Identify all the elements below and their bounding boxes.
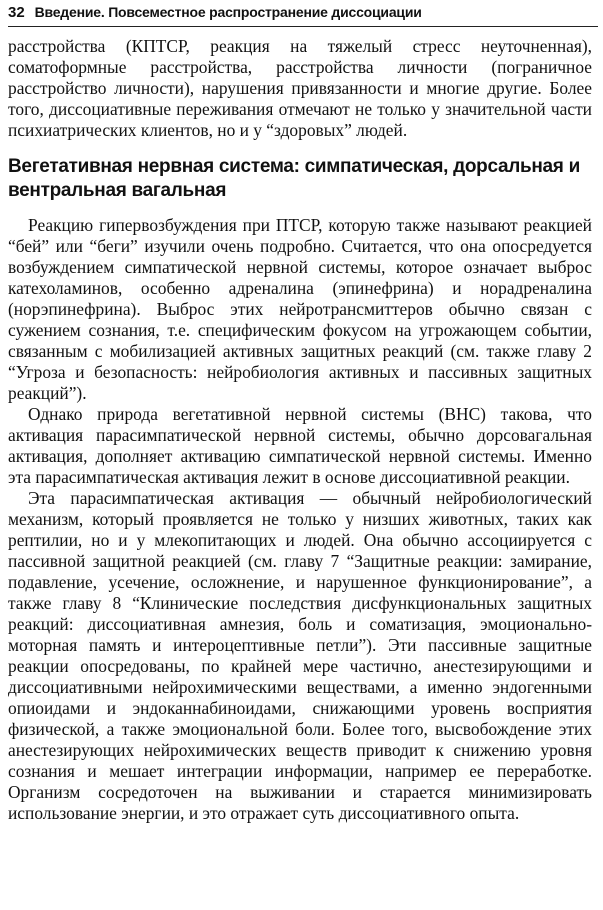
body-text <box>8 36 592 824</box>
paragraph-1: Реакцию гипервозбуждения при ПТСР, которую также называют реакцией “бей” или “беги” изучили очень подробно. Считается, что она опосредуется возбуждением симпатической нервной системы, которое означает выброс катехоламинов, особенно адреналина (эпинефрина) и норадреналина (норэпинефрина). Выброс этих нейротрансмиттеров обычно связан с сужением сознания, т.е. специфическим фокусом на угрожающем событии, связанным с мобилизацией активных защитных реакций (см. также главу 2 “Угроза и безопасность: нейробиология активных и пассивных защитных реакций”). <box>8 215 592 403</box>
paragraph-3: Эта парасимпатическая активация — обычный нейробиологический механизм, который проявляется не только у низших животных, таких как рептилии, но и у млекопитающих и людей. Она обычно ассоциируется с пассивной защитной реакцией (см. главу 7 “Защитные реакции: замирание, подавление, усечение, осложнение, и нарушенное функционирование”, а также главу 8 “Клинические последствия дисфункциональных защитных реакций: диссоциативная амнезия, боль и соматизация, эмоционально-моторная память и интероцептивные петли”). Эти пассивные защитные реакции опосредованы, по крайней мере частично, анестезирующими и диссоциативными нейрохимическими веществами, а именно эндогенными опиоидами и эндоканнабиноидами, снижающими уровень восприятия физической, а также эмоциональной боли. Более того, высвобождение этих анестезирующих нейрохимических веществ приводит к снижению уровня сознания и мешает интеграции информации, например ее переработке. Организм сосредоточен на выживании и старается минимизировать использование энергии, и это отражает суть диссоциативного опыта. <box>8 488 592 823</box>
intro-paragraph: расстройства (КПТСР, реакция на тяжелый стресс неуточненная), соматоформные расстройства, расстройства личности (пограничное расстройство личности), нарушения привязанности и многие другие. Более того, диссоциативные переживания отмечают не только у значительной части психиатрических клиентов, но и у “здоровых” людей. <box>8 36 592 140</box>
paragraph-2: Однако природа вегетативной нервной системы (ВНС) такова, что активация парасимпатической нервной системы, обычно дорсовагальная активация, дополняет активацию симпатической нервной системы. Именно эта парасимпатическая активация лежит в основе диссоциативной реакции. <box>8 404 592 487</box>
section-heading: Вегетативная нервная система: симпатическая, дорсальная и вентральная вагальная <box>8 156 580 201</box>
running-head <box>8 2 598 27</box>
running-head-title: Введение. Повсеместное распространение диссоциации <box>34 4 422 20</box>
page-number: 32 <box>8 4 25 21</box>
